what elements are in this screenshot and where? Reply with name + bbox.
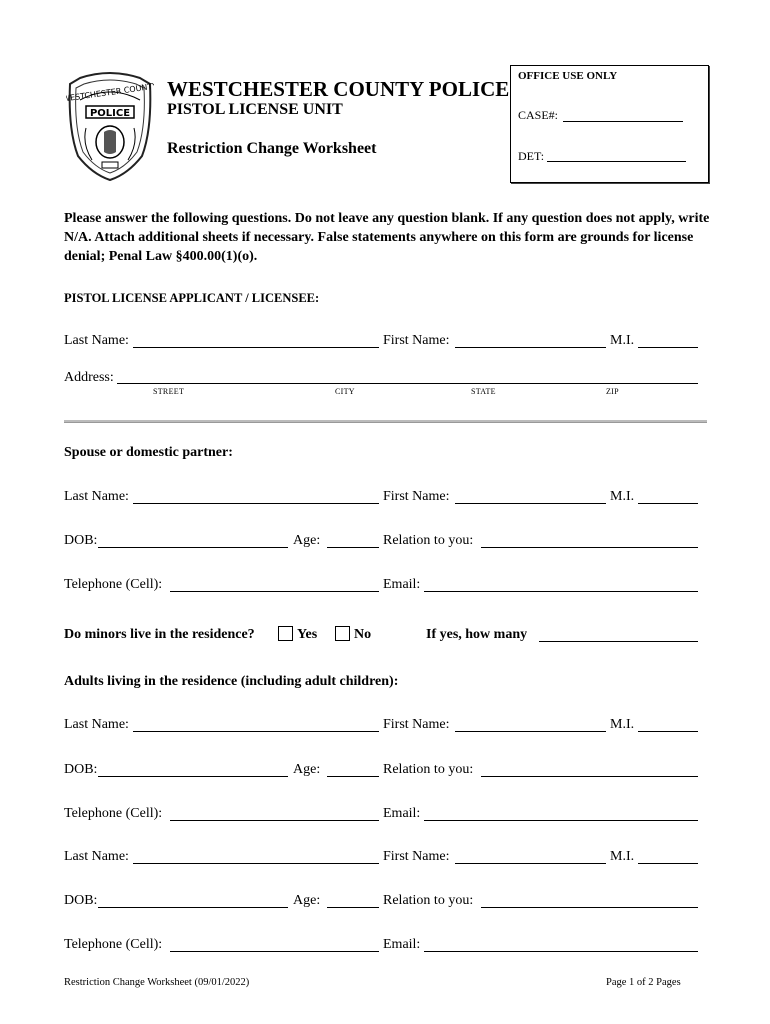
spouse-relation-label: Relation to you: bbox=[383, 533, 474, 548]
adult-dob-field[interactable] bbox=[98, 907, 288, 908]
adult-age-label: Age: bbox=[293, 762, 321, 777]
adult-mi-label: M.I. bbox=[610, 717, 635, 732]
adult-telephone-field[interactable] bbox=[170, 820, 379, 821]
minors-question: Do minors live in the residence? bbox=[64, 627, 255, 642]
adult-telephone-field[interactable] bbox=[170, 951, 379, 952]
adult-dob-field[interactable] bbox=[98, 776, 288, 777]
adult-telephone-label: Telephone (Cell): bbox=[64, 937, 163, 952]
minors-yes-checkbox[interactable] bbox=[278, 626, 293, 641]
det-field[interactable] bbox=[547, 161, 686, 162]
spouse-email-field[interactable] bbox=[424, 591, 698, 592]
adult-relation-label: Relation to you: bbox=[383, 893, 474, 908]
footer-page-number: Page 1 of 2 Pages bbox=[606, 977, 681, 988]
spouse-telephone-field[interactable] bbox=[170, 591, 379, 592]
adult-last-name-label: Last Name: bbox=[64, 849, 129, 864]
spouse-first-name-field[interactable] bbox=[455, 503, 606, 504]
adult-telephone-label: Telephone (Cell): bbox=[64, 806, 163, 821]
unit-title: PISTOL LICENSE UNIT bbox=[167, 101, 343, 118]
adult-email-label: Email: bbox=[383, 806, 421, 821]
spouse-last-name-label: Last Name: bbox=[64, 489, 129, 504]
adult-last-name-label: Last Name: bbox=[64, 717, 129, 732]
minors-no-label: No bbox=[354, 627, 372, 642]
office-use-title: OFFICE USE ONLY bbox=[518, 70, 618, 82]
section-divider bbox=[64, 420, 707, 423]
adult-first-name-field[interactable] bbox=[455, 863, 606, 864]
adult-first-name-field[interactable] bbox=[455, 731, 606, 732]
adults-heading: Adults living in the residence (including adult children): bbox=[64, 674, 399, 689]
address-state-caption: STATE bbox=[471, 387, 496, 396]
adult-email-field[interactable] bbox=[424, 951, 698, 952]
adult-first-name-label: First Name: bbox=[383, 849, 450, 864]
instructions-text: Please answer the following questions. Do not leave any question blank. If any question does not apply, write N/A. Attach additional sheets if necessary. False statements anywhere on this form are grounds for license denial; Penal Law §400.00(1)(o). bbox=[64, 211, 710, 264]
minors-how-many-field[interactable] bbox=[539, 641, 698, 642]
address-zip-caption: ZIP bbox=[606, 387, 619, 396]
applicant-first-name-field[interactable] bbox=[455, 347, 606, 348]
adult-mi-label: M.I. bbox=[610, 849, 635, 864]
adult-age-field[interactable] bbox=[327, 907, 379, 908]
spouse-telephone-label: Telephone (Cell): bbox=[64, 577, 163, 592]
adult-last-name-field[interactable] bbox=[133, 731, 379, 732]
adult-mi-field[interactable] bbox=[638, 731, 698, 732]
applicant-mi-label: M.I. bbox=[610, 333, 635, 348]
office-use-box bbox=[510, 65, 709, 183]
footer-form-version: Restriction Change Worksheet (09/01/2022) bbox=[64, 977, 250, 988]
seal-text-top: WESTCHESTER COUNTY bbox=[66, 81, 154, 104]
applicant-address-field[interactable] bbox=[117, 383, 698, 384]
adult-email-label: Email: bbox=[383, 937, 421, 952]
address-street-caption: STREET bbox=[153, 387, 185, 396]
applicant-mi-field[interactable] bbox=[638, 347, 698, 348]
spouse-age-label: Age: bbox=[293, 533, 321, 548]
adult-age-field[interactable] bbox=[327, 776, 379, 777]
det-label: DET: bbox=[518, 149, 545, 163]
spouse-last-name-field[interactable] bbox=[133, 503, 379, 504]
adult-dob-label: DOB: bbox=[64, 893, 98, 908]
form-title: Restriction Change Worksheet bbox=[167, 140, 377, 157]
adult-relation-label: Relation to you: bbox=[383, 762, 474, 777]
spouse-age-field[interactable] bbox=[327, 547, 379, 548]
spouse-heading: Spouse or domestic partner: bbox=[64, 445, 233, 460]
spouse-mi-label: M.I. bbox=[610, 489, 635, 504]
adult-age-label: Age: bbox=[293, 893, 321, 908]
police-seal-logo bbox=[66, 70, 154, 182]
spouse-mi-field[interactable] bbox=[638, 503, 698, 504]
adult-relation-field[interactable] bbox=[481, 776, 698, 777]
applicant-last-name-field[interactable] bbox=[133, 347, 379, 348]
address-city-caption: CITY bbox=[335, 387, 355, 396]
adult-last-name-field[interactable] bbox=[133, 863, 379, 864]
adult-first-name-label: First Name: bbox=[383, 717, 450, 732]
spouse-email-label: Email: bbox=[383, 577, 421, 592]
adult-dob-label: DOB: bbox=[64, 762, 98, 777]
applicant-heading: PISTOL LICENSE APPLICANT / LICENSEE: bbox=[64, 291, 320, 305]
spouse-relation-field[interactable] bbox=[481, 547, 698, 548]
adult-email-field[interactable] bbox=[424, 820, 698, 821]
agency-title: WESTCHESTER COUNTY POLICE bbox=[167, 77, 510, 101]
seal-text-mid: POLICE bbox=[89, 108, 131, 119]
applicant-address-label: Address: bbox=[64, 370, 114, 385]
minors-yes-label: Yes bbox=[297, 627, 318, 642]
spouse-dob-label: DOB: bbox=[64, 533, 98, 548]
adult-relation-field[interactable] bbox=[481, 907, 698, 908]
case-label: CASE#: bbox=[518, 108, 559, 122]
spouse-first-name-label: First Name: bbox=[383, 489, 450, 504]
minors-how-many-label: If yes, how many bbox=[426, 627, 528, 642]
adult-mi-field[interactable] bbox=[638, 863, 698, 864]
applicant-last-name-label: Last Name: bbox=[64, 333, 129, 348]
spouse-dob-field[interactable] bbox=[98, 547, 288, 548]
minors-no-checkbox[interactable] bbox=[335, 626, 350, 641]
case-number-field[interactable] bbox=[563, 121, 683, 122]
applicant-first-name-label: First Name: bbox=[383, 333, 450, 348]
